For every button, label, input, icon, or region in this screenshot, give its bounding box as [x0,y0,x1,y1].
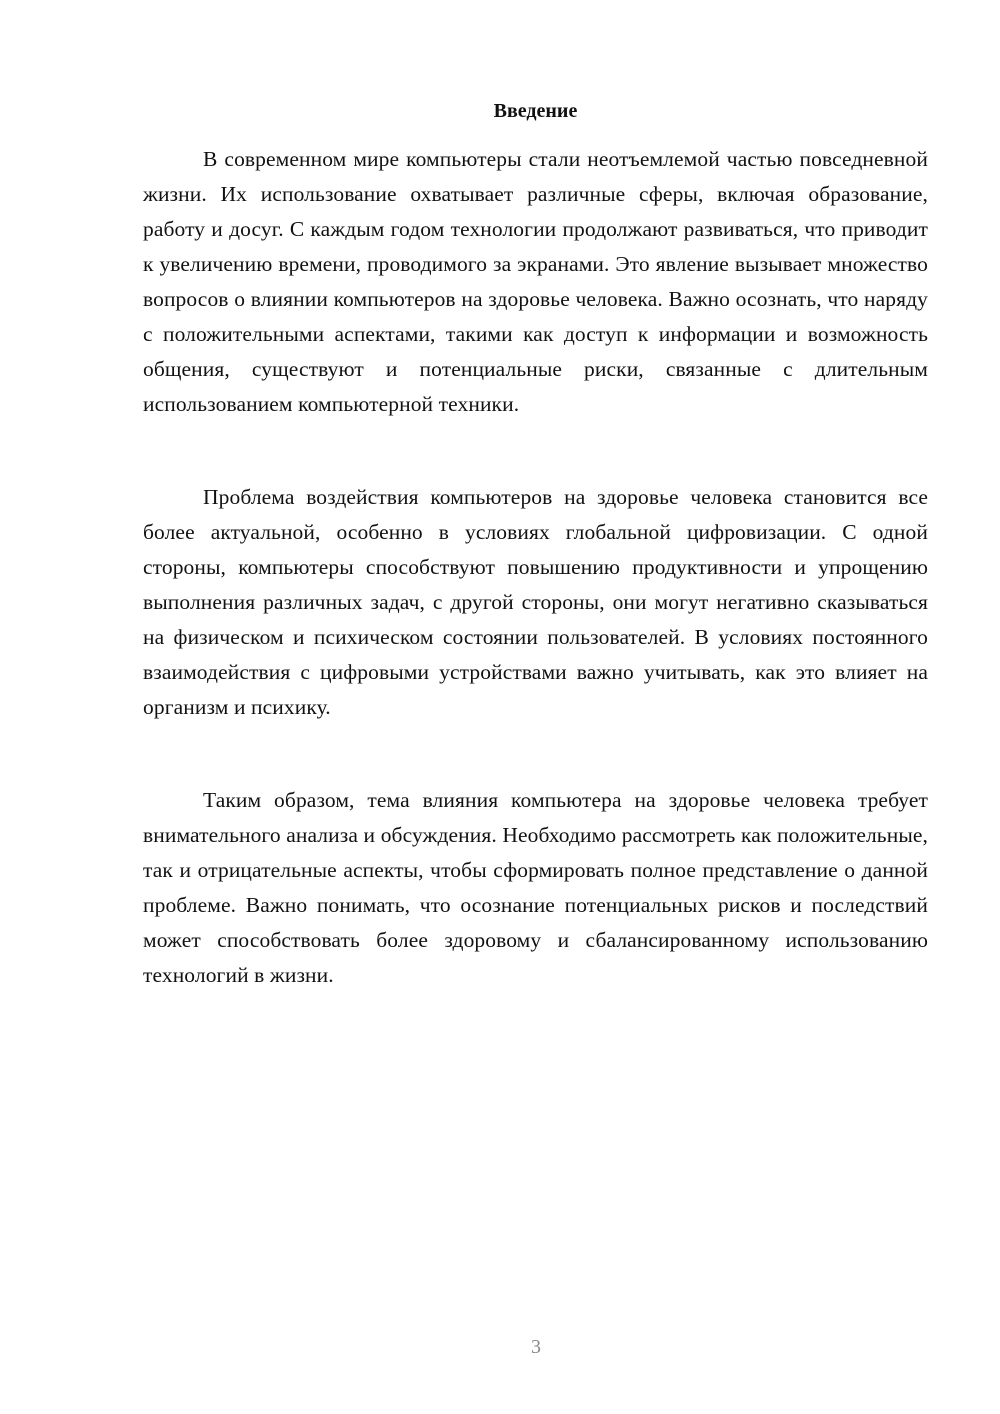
paragraph-2: Проблема воздействия компьютеров на здоровье человека становится все более актуальной, особенно в условиях глобальной цифровизации. С одной стороны, компьютеры способствуют повышению продуктивности и упрощению выполнения различных задач, с другой стороны, они могут негативно сказываться на физическом и психическом состоянии пользователей. В условиях постоянного взаимодействия с цифровыми устройствами важно учитывать, как это влияет на организм и психику. [143,485,928,719]
paragraph-1: В современном мире компьютеры стали неотъемлемой частью повседневной жизни. Их использование охватывает различные сферы, включая образование, работу и досуг. С каждым годом технологии продолжают развиваться, что приводит к увеличению времени, проводимого за экранами. Это явление вызывает множество вопросов о влиянии компьютеров на здоровье человека. Важно осознать, что наряду с положительными аспектами, такими как доступ к информации и возможность общения, существуют и потенциальные риски, связанные с длительным использованием компьютерной техники. [143,147,928,416]
section-title: Введение [493,100,578,122]
paragraph-3: Таким образом, тема влияния компьютера на здоровье человека требует внимательного анализа и обсуждения. Необходимо рассмотреть как положительные, так и отрицательные аспекты, чтобы сформировать полное представление о данной проблеме. Важно понимать, что осознание потенциальных рисков и последствий может способствовать более здоровому и сбалансированному использованию технологий в жизни. [143,788,928,987]
page-number: 3 [531,1336,541,1358]
